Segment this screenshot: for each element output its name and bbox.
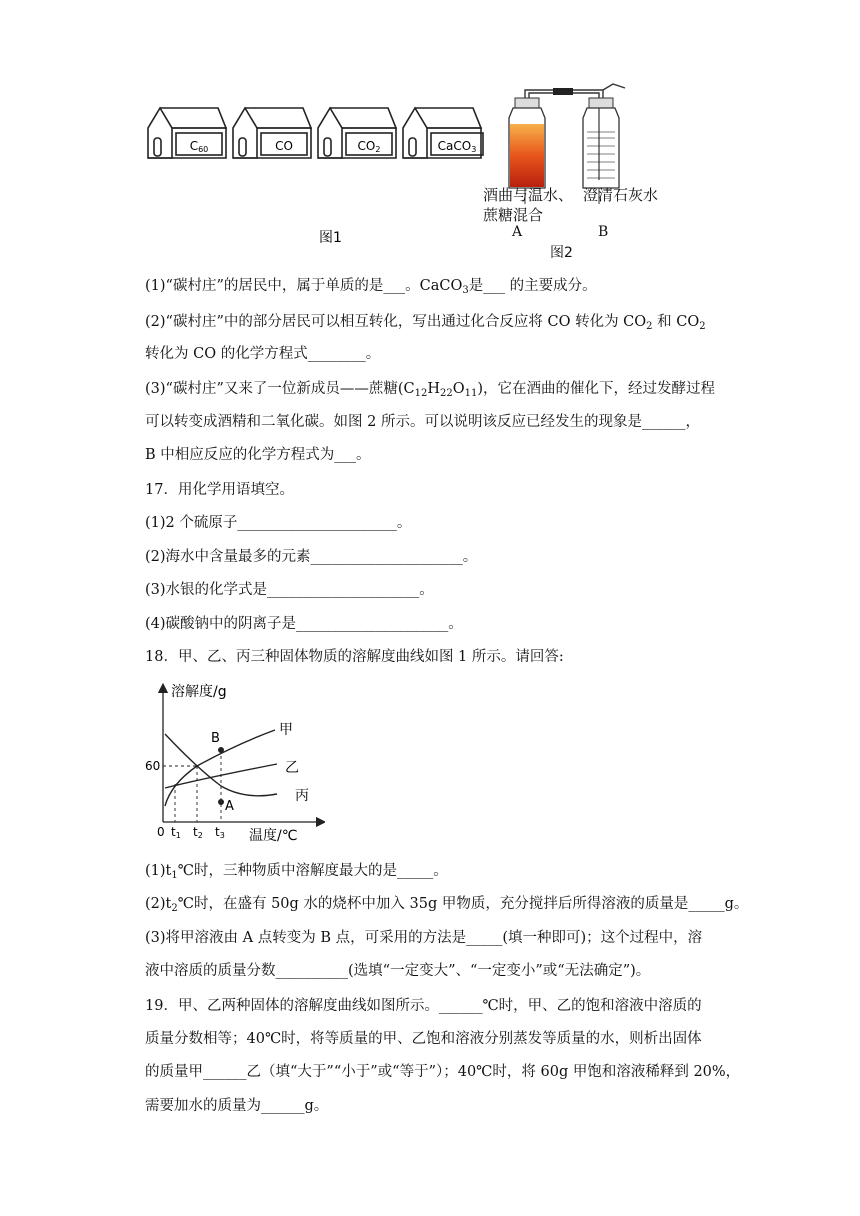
series-label-bing: 丙 bbox=[295, 788, 309, 804]
house-2 bbox=[233, 108, 311, 158]
origin-label: 0 bbox=[157, 825, 165, 839]
point-b bbox=[218, 747, 224, 753]
q17-title: 17．用化学用语填空。 bbox=[145, 482, 294, 498]
q18-title: 18．甲、乙、丙三种固体物质的溶解度曲线如图 1 所示。请回答: bbox=[145, 649, 564, 665]
curve-yi bbox=[165, 764, 277, 788]
y-axis-label: 溶解度/g bbox=[171, 684, 227, 700]
house-label-co: CO bbox=[275, 139, 293, 153]
q16-part2-line2: 转化为 CO 的化学方程式________。 bbox=[145, 346, 381, 362]
q18-item3-line2: 液中溶质的质量分数__________(选填“一定变大”、“一定变小”或“无法确定”)。 bbox=[145, 963, 651, 979]
x-tick-t2: t2 bbox=[193, 825, 203, 840]
q16-part2: (2)“碳村庄”中的部分居民可以相互转化，写出通过化合反应将 CO 转化为 $CO_2$ 和 $CO_2$ bbox=[145, 314, 706, 332]
q16-part3-line2: 可以转变成酒精和二氧化碳。如图 2 所示。可以说明该反应已经发生的现象是______， bbox=[145, 414, 700, 430]
bottle-a bbox=[509, 98, 545, 188]
point-a bbox=[218, 799, 224, 805]
q16-part1: (1)“碳村庄”的居民中，属于单质的是___。CaCO$_3$是___ 的主要成分。 bbox=[145, 278, 597, 296]
x-tick-t1: t1 bbox=[171, 825, 181, 840]
x-tick-t3: t3 bbox=[215, 825, 225, 840]
figure-1-caption: 图1 bbox=[319, 230, 342, 246]
solubility-chart bbox=[145, 680, 325, 845]
q19-line4: 需要加水的质量为______g。 bbox=[145, 1098, 329, 1114]
q18-item3-line1: (3)将甲溶液由 A 点转变为 B 点，可采用的方法是_____(填一种即可)；这个过程中，溶 bbox=[145, 930, 703, 946]
figure-2-label-a-line1: 酒曲与温水、 bbox=[483, 186, 574, 204]
house-1 bbox=[148, 108, 226, 158]
q18-item2: $(2)t_2℃$时，在盛有 50g 水的烧杯中加入 35g 甲物质，充分搅拌后所得溶液的质量是_____g。 bbox=[145, 896, 749, 914]
figure-2-letter-b: B bbox=[598, 224, 609, 240]
q19-line2: 质量分数相等；40℃时，将等质量的甲、乙饱和溶液分别蒸发等质量的水，则析出固体 bbox=[145, 1031, 702, 1047]
point-b-label: B bbox=[211, 731, 220, 746]
q17-item4: (4)碳酸钠中的阴离子是_____________________。 bbox=[145, 616, 463, 632]
house-label-c60: C60 bbox=[189, 139, 209, 154]
figure-2-label-a-line2: 蔗糖混合 bbox=[483, 206, 544, 224]
q19-line1: 19．甲、乙两种固体的溶解度曲线如图所示。______℃时，甲、乙的饱和溶液中溶质的 bbox=[145, 998, 702, 1014]
figure-1-houses bbox=[145, 100, 490, 250]
bottle-b bbox=[583, 98, 619, 188]
x-axis-label: 温度/℃ bbox=[249, 828, 298, 844]
house-label-caco3: CaCO3 bbox=[437, 139, 477, 154]
q16-part3: (3)“碳村庄”又来了一位新成员——蔗糖$(C_{12}H_{22}O_{11})$，它在酒曲的催化下，经过发酵过程 bbox=[145, 381, 716, 399]
q18-item1: $(1)t_1℃$时，三种物质中溶解度最大的是_____。 bbox=[145, 863, 448, 881]
series-label-jia: 甲 bbox=[279, 722, 293, 738]
house-label-co2: CO2 bbox=[357, 139, 381, 154]
q17-item3: (3)水银的化学式是_____________________。 bbox=[145, 582, 434, 598]
figure-2-label-b: 澄清石灰水 bbox=[583, 186, 659, 204]
point-a-label: A bbox=[225, 799, 234, 814]
q16-part3-line3: B 中相应反应的化学方程式为___。 bbox=[145, 447, 371, 463]
q19-line3: 的质量甲______乙（填“大于”“小于”或“等于”）；40℃时，将 60g 甲饱和溶液稀释到 20%， bbox=[145, 1064, 741, 1080]
figure-2-caption: 图2 bbox=[550, 245, 573, 261]
q17-item1: (1)2 个硫原子______________________。 bbox=[145, 515, 412, 531]
figure-2-letter-a: A bbox=[512, 224, 523, 240]
q17-item2: (2)海水中含量最多的元素_____________________。 bbox=[145, 549, 478, 565]
y-tick-60: 60 bbox=[145, 759, 161, 773]
series-label-yi: 乙 bbox=[285, 760, 299, 776]
